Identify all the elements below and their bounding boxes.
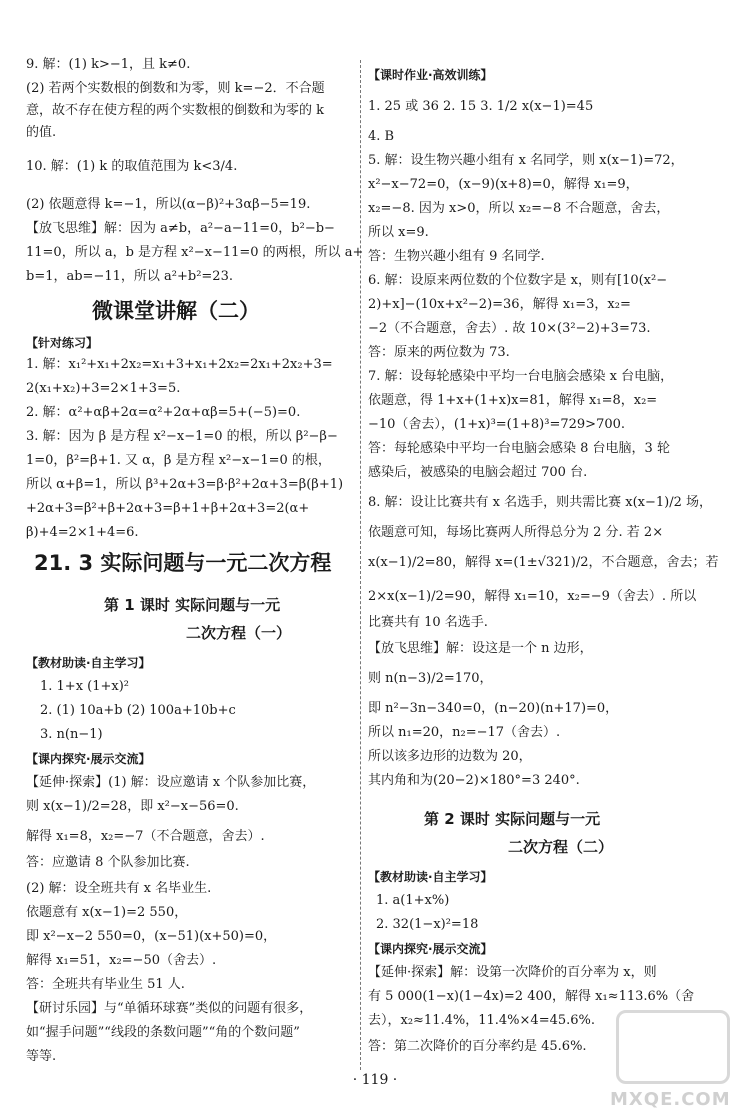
- text-line: 去），x₂≈11.4%，11.4%×4=45.6%.: [368, 1013, 596, 1028]
- text-line: β)+4=2×1+4=6.: [26, 525, 139, 540]
- text-line: 答：生物兴趣小组有 9 名同学.: [368, 249, 545, 264]
- text-line: 解得 x₁=8，x₂=−7（不合题意，舍去）.: [26, 829, 265, 844]
- section-tag: 【课时作业·高效训练】: [368, 68, 493, 82]
- text-line: 答：应邀请 8 个队参加比赛.: [26, 855, 190, 870]
- text-line: 2(x₁+x₂)+3=2×1+3=5.: [26, 381, 181, 396]
- text-line: 1. 解：x₁²+x₁+2x₂=x₁+3+x₁+2x₂=2x₁+2x₂+3=: [26, 357, 333, 372]
- text-line: 5. 解：设生物兴趣小组有 x 名同学，则 x(x−1)=72，: [368, 153, 684, 168]
- text-line: 答：每轮感染中平均一台电脑会感染 8 台电脑，3 轮: [368, 441, 670, 456]
- section-tag: 【教材助读·自主学习】: [26, 656, 151, 670]
- page-number: · 119 ·: [352, 1072, 398, 1088]
- text-line: 所以 n₁=20，n₂=−17（舍去）.: [368, 725, 561, 740]
- text-line: 其内角和为(20−2)×180°=3 240°.: [368, 773, 580, 788]
- text-line: 【延伸·探索】(1) 解：设应邀请 x 个队参加比赛，: [26, 775, 316, 790]
- text-line: 3. 解：因为 β 是方程 x²−x−1=0 的根，所以 β²−β−: [26, 429, 338, 444]
- text-line: 9. 解：(1) k>−1，且 k≠0.: [26, 57, 191, 72]
- text-line: 即 x²−x−2 550=0，(x−51)(x+50)=0，: [26, 929, 277, 944]
- section-tag: 【课内探究·展示交流】: [26, 752, 151, 766]
- text-line: 意，故不存在使方程的两个实数根的倒数和为零的 k: [26, 103, 325, 118]
- text-line: 所以 α+β=1，所以 β³+2α+3=β·β²+2α+3=β(β+1): [26, 477, 344, 492]
- text-line: 所以该多边形的边数为 20，: [368, 749, 532, 764]
- lesson-heading: 二次方程（一）: [186, 624, 292, 642]
- chapter-heading: 21. 3 实际问题与一元二次方程: [34, 551, 332, 575]
- watermark-logo: [610, 1010, 730, 1110]
- text-line: 的值.: [26, 125, 57, 140]
- text-line: 2. (1) 10a+b (2) 100a+10b+c: [40, 703, 236, 718]
- logo-frame-icon: [616, 1010, 730, 1084]
- text-line: 1=0，β²=β+1. 又 α，β 是方程 x²−x−1=0 的根，: [26, 453, 331, 468]
- lesson-heading: 二次方程（二）: [508, 838, 614, 856]
- text-line: 【延伸·探索】解：设第一次降价的百分率为 x，则: [368, 965, 657, 980]
- text-line: 1. 25 或 36 2. 15 3. 1/2 x(x−1)=45: [368, 99, 594, 114]
- text-line: 如“握手问题”“线段的条数问题”“角的个数问题”: [26, 1025, 300, 1040]
- text-line: 答：全班共有毕业生 51 人.: [26, 977, 185, 992]
- text-line: (2) 解：设全班共有 x 名毕业生.: [26, 881, 212, 896]
- text-line: 则 n(n−3)/2=170，: [368, 671, 493, 686]
- text-line: 6. 解：设原来两位数的个位数字是 x，则有[10(x²−: [368, 273, 668, 288]
- text-line: 11=0，所以 a，b 是方程 x²−x−11=0 的两根，所以 a+: [26, 245, 364, 260]
- text-line: 等等.: [26, 1049, 57, 1064]
- text-line: 则 x(x−1)/2=28，即 x²−x−56=0.: [26, 799, 239, 814]
- text-line: 1. 1+x (1+x)²: [40, 679, 130, 694]
- text-line: −2（不合题意，舍去）. 故 10×(3²−2)+3=73.: [368, 321, 651, 336]
- column-divider: [360, 60, 362, 1070]
- lesson-heading: 第 2 课时 实际问题与一元: [424, 810, 601, 828]
- text-line: 答：原来的两位数为 73.: [368, 345, 510, 360]
- text-line: 4. B: [368, 129, 395, 144]
- text-line: 2. 32(1−x)²=18: [376, 917, 479, 932]
- text-line: x²−x−72=0，(x−9)(x+8)=0，解得 x₁=9，: [368, 177, 639, 192]
- text-line: +2α+3=β²+β+2α+3=β+1+β+2α+3=2(α+: [26, 501, 310, 516]
- text-line: 感染后，被感染的电脑会超过 700 台.: [368, 465, 588, 480]
- text-line: x₂=−8. 因为 x>0，所以 x₂=−8 不合题意，舍去，: [368, 201, 670, 216]
- text-line: x(x−1)/2=80，解得 x=(1±√321)/2，不合题意，舍去；若: [368, 555, 719, 570]
- text-line: 依题意，得 1+x+(1+x)x=81，解得 x₁=8，x₂=: [368, 393, 658, 408]
- section-tag: 【课内探究·展示交流】: [368, 942, 493, 956]
- text-line: 2)+x]−(10x+x²−2)=36，解得 x₁=3，x₂=: [368, 297, 631, 312]
- text-line: 3. n(n−1): [40, 727, 103, 742]
- text-line: 有 5 000(1−x)(1−4x)=2 400，解得 x₁≈113.6%（舍: [368, 989, 695, 1004]
- text-line: 比赛共有 10 名选手.: [368, 615, 488, 630]
- text-line: 8. 解：设让比赛共有 x 名选手，则共需比赛 x(x−1)/2 场，: [368, 495, 713, 510]
- text-line: 10. 解：(1) k 的取值范围为 k<3/4.: [26, 159, 238, 174]
- text-line: −10（舍去），(1+x)³=(1+8)³=729>700.: [368, 417, 626, 432]
- section-heading: 微课堂讲解（二）: [92, 299, 260, 323]
- section-tag: 【教材助读·自主学习】: [368, 870, 493, 884]
- text-line: (2) 依题意得 k=−1，所以(α−β)²+3αβ−5=19.: [26, 197, 311, 212]
- text-line: 解得 x₁=51，x₂=−50（舍去）.: [26, 953, 217, 968]
- watermark-text: MXQE.COM: [610, 1089, 731, 1110]
- text-line: b=1，ab=−11，所以 a²+b²=23.: [26, 269, 233, 284]
- text-line: 即 n²−3n−340=0，(n−20)(n+17)=0，: [368, 701, 619, 716]
- text-line: 【放飞思维】解：设这是一个 n 边形，: [368, 641, 593, 656]
- text-line: (2) 若两个实数根的倒数和为零，则 k=−2．不合题: [26, 81, 325, 96]
- text-line: 1. a(1+x%): [376, 893, 450, 908]
- text-line: 2. 解：α²+αβ+2α=α²+2α+αβ=5+(−5)=0.: [26, 405, 301, 420]
- lesson-heading: 第 1 课时 实际问题与一元: [104, 596, 281, 614]
- text-line: 依题意可知，每场比赛两人所得总分为 2 分. 若 2×: [368, 525, 664, 540]
- text-line: 7. 解：设每轮感染中平均一台电脑会感染 x 台电脑，: [368, 369, 674, 384]
- text-line: 【放飞思维】解：因为 a≠b，a²−a−11=0，b²−b−: [26, 221, 335, 236]
- text-line: 2×x(x−1)/2=90，解得 x₁=10，x₂=−9（舍去）. 所以: [368, 589, 697, 604]
- text-line: 依题意有 x(x−1)=2 550，: [26, 905, 188, 920]
- text-line: 所以 x=9.: [368, 225, 429, 240]
- section-tag: 【针对练习】: [26, 336, 99, 350]
- text-line: 答：第二次降价的百分率约是 45.6%.: [368, 1039, 587, 1054]
- text-line: 【研讨乐园】与“单循环球赛”类似的问题有很多，: [26, 1001, 313, 1016]
